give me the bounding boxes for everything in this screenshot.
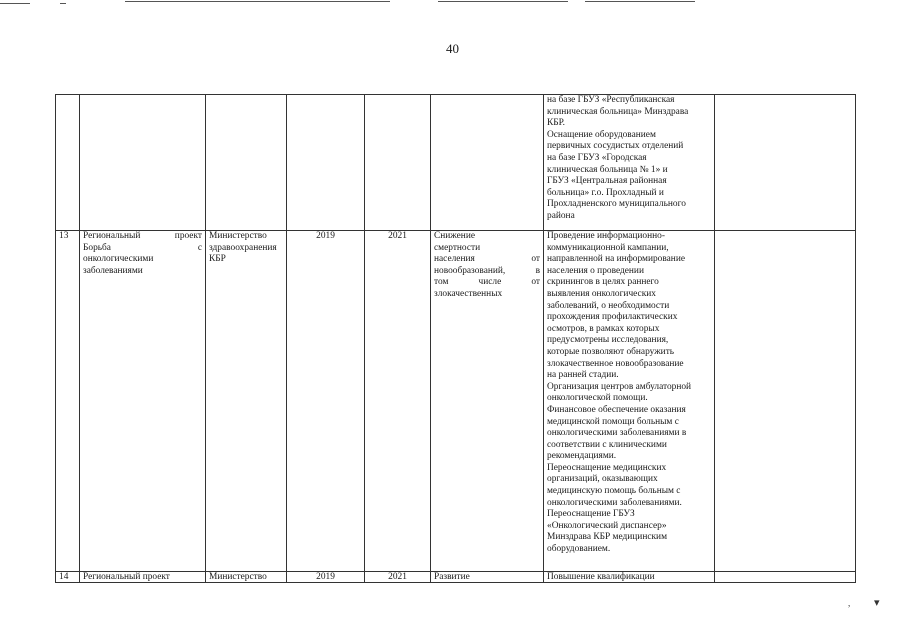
table-row [56, 231, 856, 572]
cell-result [431, 95, 544, 231]
result-text: Развитие [434, 572, 470, 582]
cell-result [431, 231, 544, 572]
page-number: 40 [446, 41, 459, 56]
cell-note [715, 572, 856, 583]
cell-number [56, 95, 80, 231]
cell-executor [206, 572, 287, 583]
program-table [55, 94, 856, 583]
cell-activities [544, 572, 715, 583]
cell-number: 13 [56, 231, 80, 572]
cell-project [80, 572, 206, 583]
table-row [56, 572, 856, 583]
year-end-text: 2021 [388, 572, 407, 582]
scan-speck: ▾ [874, 597, 880, 609]
result-text: Снижение смертности населения от новообразований, в том числе от злокачественных [434, 231, 540, 299]
executor-text: Министерство [209, 572, 267, 582]
project-text: Региональный проект Борьба с онкологическими заболеваниями [83, 231, 202, 276]
table-row [56, 95, 856, 231]
activities-text: Повышение квалификации [547, 572, 655, 582]
cell-executor [206, 95, 287, 231]
cell-activities: на базе ГБУЗ «Республиканская клиническая больница» Минздрава КБР. Оснащение оборудованием первичных сосудистых отделений на базе ГБУЗ «Городская клиническая больница № 1» и ГБУЗ «Центральная районная больница» г.о. Прохладный и Прохладненского муниципального района [544, 95, 715, 231]
scan-artifact-line [438, 1, 568, 2]
scan-artifact-line [585, 1, 695, 2]
cell-year-start: 2019 [287, 231, 365, 572]
cell-note [715, 95, 856, 231]
cell-project [80, 95, 206, 231]
scan-artifact-line [125, 1, 390, 2]
cell-activities: Проведение информационно- коммуникационной кампании, направленной на информирование населения о проведении скринингов в целях раннего выявления онкологических заболеваний, о необходимости прохождения профилактических осмотров, в рамках которых предусмотрены исследования, которые позволяют обнаружить злокачественное новообразование на ранней стадии. Организация центров амбулаторной онкологической помощи. Финансовое обеспечение оказания медицинской помощи больным с онкологическими заболеваниями в соответствии с клиническими рекомендациями. Переоснащение медицинских организаций, оказывающих медицинскую помощь больным с онкологическими заболеваниями. Переоснащение ГБУЗ «Онкологический диспансер» Минздрава КБР медицинским оборудованием. [544, 231, 715, 572]
cell-note [715, 231, 856, 572]
cell-year-end: 2021 [365, 231, 431, 572]
scan-artifact-line [60, 3, 66, 4]
cell-year-end [365, 95, 431, 231]
scan-artifact-line [0, 3, 30, 4]
cell-year-end [365, 572, 431, 583]
cell-project [80, 231, 206, 572]
cell-year-start [287, 572, 365, 583]
year-start-text: 2019 [316, 572, 335, 582]
number-text: 14 [59, 572, 69, 582]
note-text [718, 572, 852, 582]
cell-result [431, 572, 544, 583]
cell-executor: Министерство здравоохранения КБР [206, 231, 287, 572]
scan-speck: , [848, 598, 851, 608]
cell-year-start [287, 95, 365, 231]
project-text: Региональный проект [83, 572, 170, 582]
cell-number [56, 572, 80, 583]
